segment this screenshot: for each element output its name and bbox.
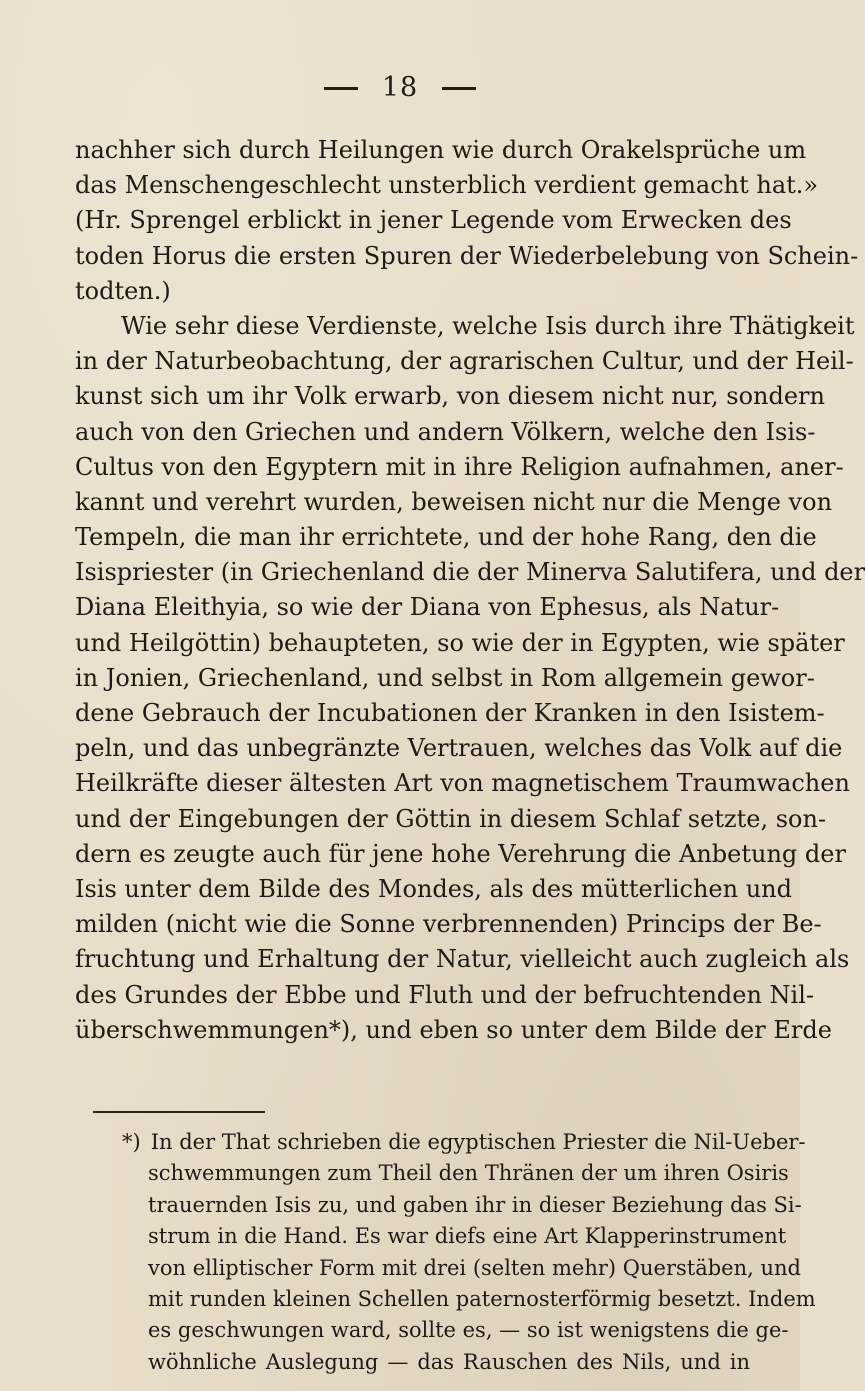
text-line: toden Horus die ersten Spuren der Wiederbelebung von Schein-: [75, 241, 859, 270]
text-line: Heilkräfte dieser ältesten Art von magnetischem Traumwachen: [75, 769, 850, 798]
text-line: Isispriester (in Griechenland die der Minerva Salutifera, und der: [75, 558, 865, 587]
footnote-line: mit runden kleinen Schellen paternosterförmig besetzt. Indem: [148, 1286, 816, 1311]
footnote-line: es geschwungen ward, sollte es, — so ist wenigstens die ge-: [148, 1318, 789, 1343]
text-line: überschwemmungen*), und eben so unter dem Bilde der Erde: [75, 1015, 832, 1044]
footnote: [122, 1127, 816, 1378]
text-line: in Jonien, Griechenland, und selbst in Rom allgemein gewor-: [75, 663, 815, 692]
text-line: Wie sehr diese Verdienste, welche Isis durch ihre Thätigkeit: [121, 311, 855, 340]
text-line: das Menschengeschlecht unsterblich verdient gemacht hat.»: [75, 171, 819, 200]
text-line: des Grundes der Ebbe und Fluth und der befruchtenden Nil-: [75, 980, 815, 1009]
text-line: auch von den Griechen und andern Völkern, welche den Isis-: [75, 417, 816, 446]
text-line: dene Gebrauch der Incubationen der Kranken in den Isistem-: [75, 699, 825, 727]
text-line: Cultus von den Egyptern mit in ihre Religion aufnahmen, aner-: [75, 452, 844, 481]
text-line: nachher sich durch Heilungen wie durch Orakelsprüche um: [75, 136, 807, 164]
text-line: fruchtung und Erhaltung der Natur, vielleicht auch zugleich als: [75, 945, 850, 974]
text-line: kannt und verehrt wurden, beweisen nicht nur die Menge von: [75, 487, 833, 516]
page-header: [0, 72, 800, 103]
footnote-line: wöhnliche Auslegung — das Rauschen des Nils, und in: [148, 1349, 750, 1374]
text-line: Tempeln, die man ihr errichtete, und der hohe Rang, den die: [75, 523, 817, 552]
text-line: und der Eingebungen der Göttin in diesem Schlaf setzte, son-: [75, 804, 827, 833]
footnote-line: [122, 1127, 806, 1158]
text-line: und Heilgöttin) behaupteten, so wie der in Egypten, wie später: [75, 628, 845, 657]
text-line: in der Naturbeobachtung, der agrarischen Cultur, und der Heil-: [75, 347, 854, 376]
footnote-line-text: In der That schrieben die egyptischen Priester die Nil-Ueber-: [150, 1130, 806, 1154]
page-number: 18: [381, 72, 419, 103]
text-line: Isis unter dem Bilde des Mondes, als des mütterlichen und: [75, 874, 792, 903]
footnote-line: trauernden Isis zu, und gaben ihr in dieser Beziehung das Si-: [148, 1192, 802, 1217]
footnote-separator: [93, 1111, 265, 1113]
text-line: todten.): [75, 276, 171, 305]
footnote-line: von elliptischer Form mit drei (selten mehr) Querstäben, und: [148, 1255, 801, 1280]
text-line: milden (nicht wie die Sonne verbrennenden) Princips der Be-: [75, 910, 822, 939]
main-text: [75, 133, 865, 1048]
text-line: peln, und das unbegränzte Vertrauen, welches das Volk auf die: [75, 734, 843, 763]
text-line: kunst sich um ihr Volk erwarb, von diesem nicht nur, sondern: [75, 382, 825, 411]
text-line: (Hr. Sprengel erblickt in jener Legende vom Erwecken des: [75, 206, 792, 235]
header-dash-left: [324, 87, 358, 90]
header-dash-right: [442, 87, 476, 90]
footnote-line: strum in die Hand. Es war diefs eine Art Klapperinstrument: [148, 1224, 787, 1249]
text-line: dern es zeugte auch für jene hohe Verehrung die Anbetung der: [75, 839, 846, 868]
footnote-line: schwemmungen zum Theil den Thränen der um ihren Osiris: [148, 1161, 789, 1186]
text-line: Diana Eleithyia, so wie der Diana von Ephesus, als Natur-: [75, 593, 780, 622]
footnote-marker: *): [122, 1130, 141, 1154]
